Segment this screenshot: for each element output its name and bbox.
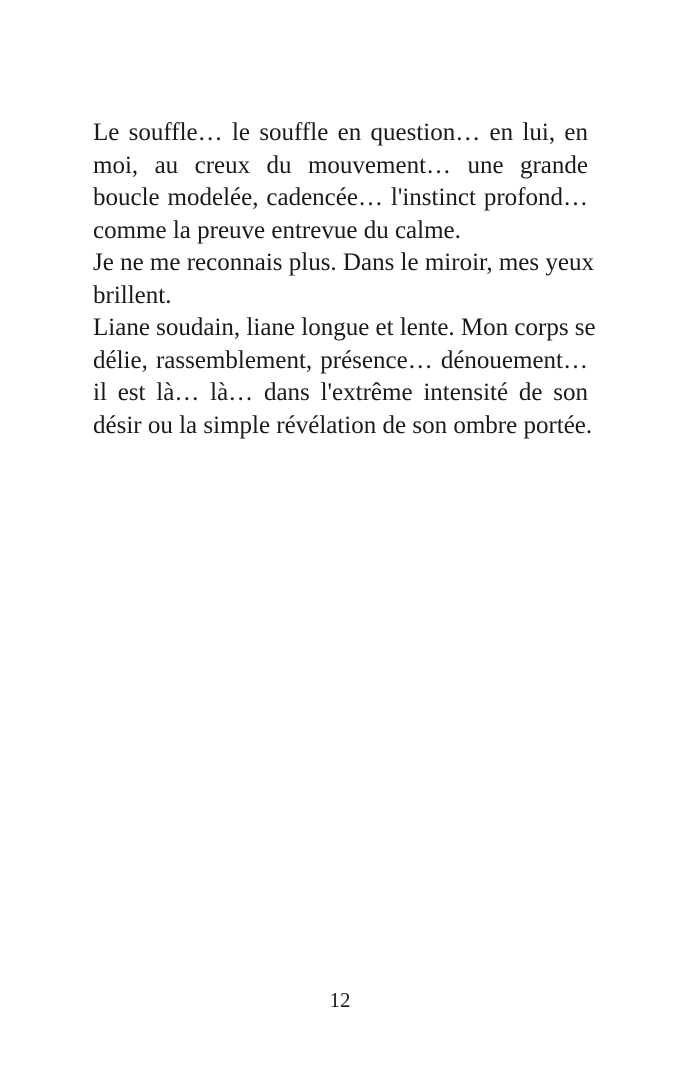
text-line: comme la preuve entrevue du calme. xyxy=(93,216,461,244)
text-line: boucle modelée, cadencée… l'instinct profond… xyxy=(93,184,588,211)
text-line: il est là… là… dans l'extrême intensité de son xyxy=(93,379,588,406)
body-text xyxy=(93,117,596,442)
text-line: brillent. xyxy=(93,281,172,309)
paragraph-2 xyxy=(93,247,594,312)
text-line: Le souffle… le souffle en question… en lui, en xyxy=(93,119,588,146)
paragraph-3 xyxy=(93,312,596,442)
text-line: Je ne me reconnais plus. Dans le miroir, mes yeux xyxy=(93,249,594,276)
text-line: désir ou la simple révélation de son ombre portée. xyxy=(93,411,593,439)
text-line: délie, rassemblement, présence… dénouement… xyxy=(93,346,588,374)
paragraph-1 xyxy=(93,117,588,247)
text-line: moi, au creux du mouvement… une grande xyxy=(93,151,588,179)
text-line: Liane soudain, liane longue et lente. Mon corps se xyxy=(93,314,596,341)
page-number: 12 xyxy=(329,988,351,1012)
